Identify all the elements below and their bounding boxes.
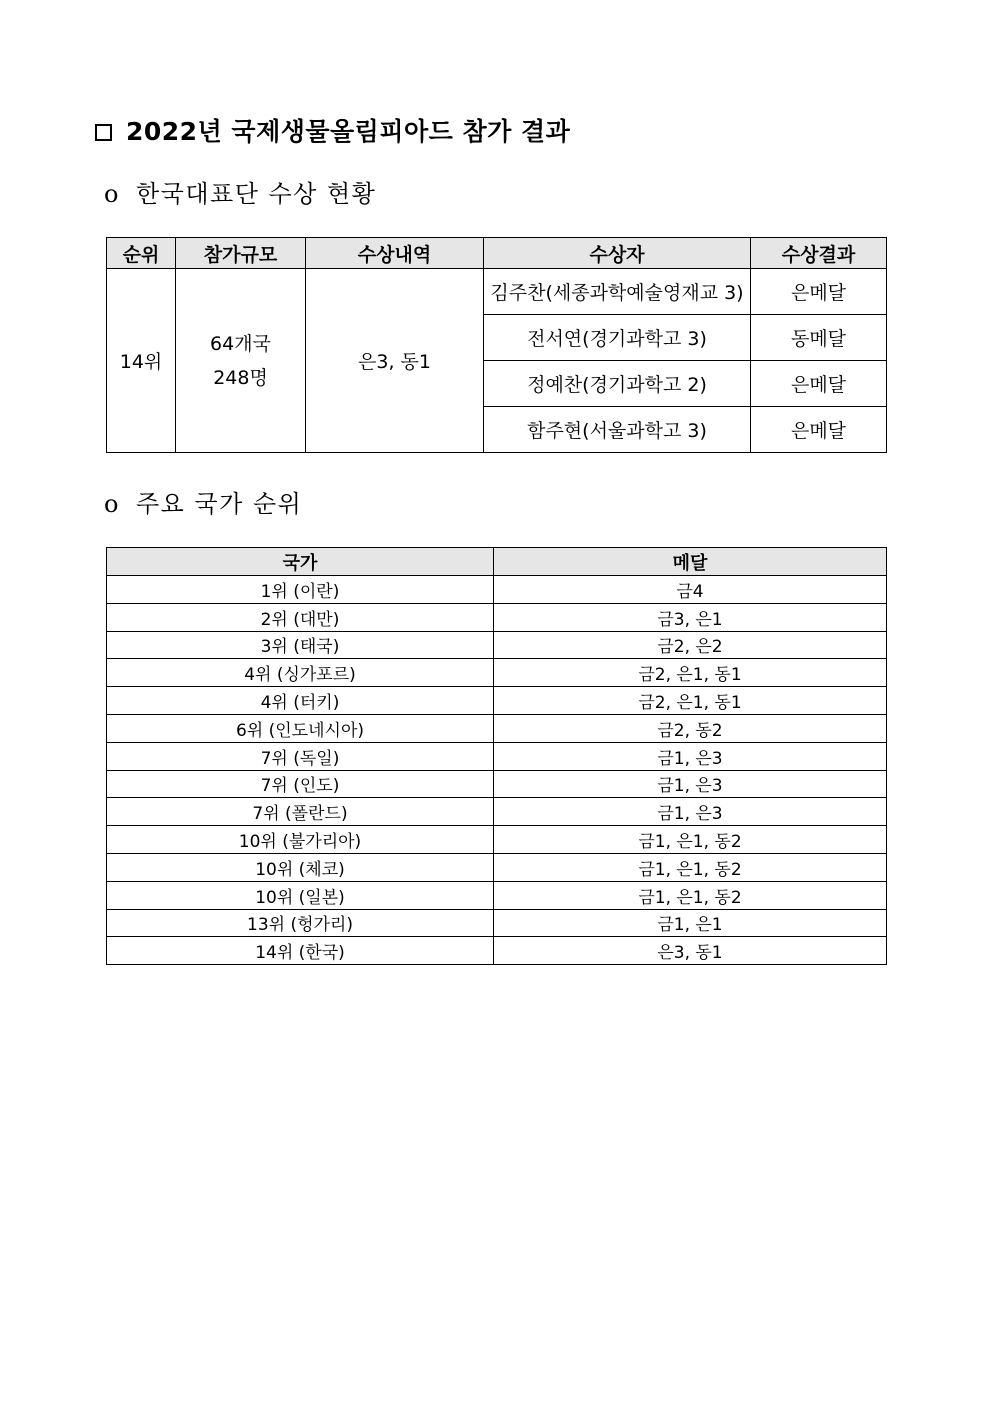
scale-people: 248명 bbox=[213, 366, 268, 389]
ranking-header-row bbox=[107, 548, 887, 576]
medals-cell: 금1, 은1, 동2 bbox=[494, 881, 887, 909]
col-scale-header: 참가규모 bbox=[176, 238, 306, 269]
table-row bbox=[107, 576, 887, 604]
col-result-header: 수상결과 bbox=[751, 238, 887, 269]
ranking-table bbox=[106, 547, 887, 965]
scale-countries: 64개국 bbox=[210, 332, 271, 355]
awards-table bbox=[106, 237, 887, 453]
table-row bbox=[107, 714, 887, 742]
country-cell: 2위 (대만) bbox=[107, 603, 494, 631]
ranking-body bbox=[107, 576, 887, 965]
ranking-heading-text: 주요 국가 순위 bbox=[135, 490, 303, 518]
medals-cell: 금1, 은1, 동2 bbox=[494, 853, 887, 881]
country-cell: 10위 (체코) bbox=[107, 853, 494, 881]
country-cell: 7위 (인도) bbox=[107, 770, 494, 798]
table-row bbox=[107, 631, 887, 659]
col-awards-header: 수상내역 bbox=[306, 238, 484, 269]
medals-cell: 금1, 은3 bbox=[494, 770, 887, 798]
country-cell: 7위 (폴란드) bbox=[107, 798, 494, 826]
table-row bbox=[107, 881, 887, 909]
medals-cell: 금3, 은1 bbox=[494, 603, 887, 631]
table-row bbox=[107, 770, 887, 798]
medals-cell: 금2, 은1, 동1 bbox=[494, 659, 887, 687]
medals-cell: 금1, 은3 bbox=[494, 798, 887, 826]
medals-cell: 금2, 동2 bbox=[494, 714, 887, 742]
page-title-text: 2022년 국제생물올림피아드 참가 결과 bbox=[126, 117, 571, 146]
col-medals-header: 메달 bbox=[494, 548, 887, 576]
checkbox-square-icon bbox=[95, 124, 112, 141]
table-row bbox=[107, 798, 887, 826]
medals-cell: 금1, 은3 bbox=[494, 742, 887, 770]
col-winner-header: 수상자 bbox=[484, 238, 751, 269]
col-rank-header: 순위 bbox=[107, 238, 176, 269]
country-cell: 10위 (일본) bbox=[107, 881, 494, 909]
medals-cell: 금1, 은1 bbox=[494, 909, 887, 937]
table-row bbox=[107, 687, 887, 715]
winner-name: 정예찬(경기과학고 2) bbox=[484, 361, 751, 407]
ranking-heading bbox=[104, 484, 302, 519]
awards-heading bbox=[104, 174, 376, 209]
awards-heading-text: 한국대표단 수상 현황 bbox=[135, 180, 377, 208]
medals-cell: 금2, 은1, 동1 bbox=[494, 687, 887, 715]
country-cell: 10위 (불가리아) bbox=[107, 826, 494, 854]
table-row bbox=[107, 269, 887, 315]
scale-cell bbox=[176, 269, 306, 453]
winner-name: 김주찬(세종과학예술영재교 3) bbox=[484, 269, 751, 315]
rank-cell: 14위 bbox=[107, 269, 176, 453]
winner-name: 전서연(경기과학고 3) bbox=[484, 315, 751, 361]
table-row bbox=[107, 603, 887, 631]
country-cell: 3위 (태국) bbox=[107, 631, 494, 659]
country-cell: 4위 (싱가포르) bbox=[107, 659, 494, 687]
table-row bbox=[107, 742, 887, 770]
country-cell: 7위 (독일) bbox=[107, 742, 494, 770]
country-cell: 14위 (한국) bbox=[107, 937, 494, 965]
table-row bbox=[107, 826, 887, 854]
country-cell: 13위 (헝가리) bbox=[107, 909, 494, 937]
awards-summary-cell: 은3, 동1 bbox=[306, 269, 484, 453]
winner-result: 은메달 bbox=[751, 269, 887, 315]
winner-result: 은메달 bbox=[751, 407, 887, 453]
medals-cell: 금4 bbox=[494, 576, 887, 604]
medals-cell: 금2, 은2 bbox=[494, 631, 887, 659]
bullet-o-icon: o bbox=[104, 180, 120, 208]
winner-result: 은메달 bbox=[751, 361, 887, 407]
medals-cell: 은3, 동1 bbox=[494, 937, 887, 965]
table-row bbox=[107, 853, 887, 881]
bullet-o-icon: o bbox=[104, 490, 120, 518]
winner-name: 함주현(서울과학고 3) bbox=[484, 407, 751, 453]
page-title bbox=[95, 112, 570, 148]
country-cell: 1위 (이란) bbox=[107, 576, 494, 604]
winner-result: 동메달 bbox=[751, 315, 887, 361]
awards-header-row bbox=[107, 238, 887, 269]
medals-cell: 금1, 은1, 동2 bbox=[494, 826, 887, 854]
country-cell: 4위 (터키) bbox=[107, 687, 494, 715]
table-row bbox=[107, 937, 887, 965]
col-country-header: 국가 bbox=[107, 548, 494, 576]
country-cell: 6위 (인도네시아) bbox=[107, 714, 494, 742]
table-row bbox=[107, 909, 887, 937]
table-row bbox=[107, 659, 887, 687]
